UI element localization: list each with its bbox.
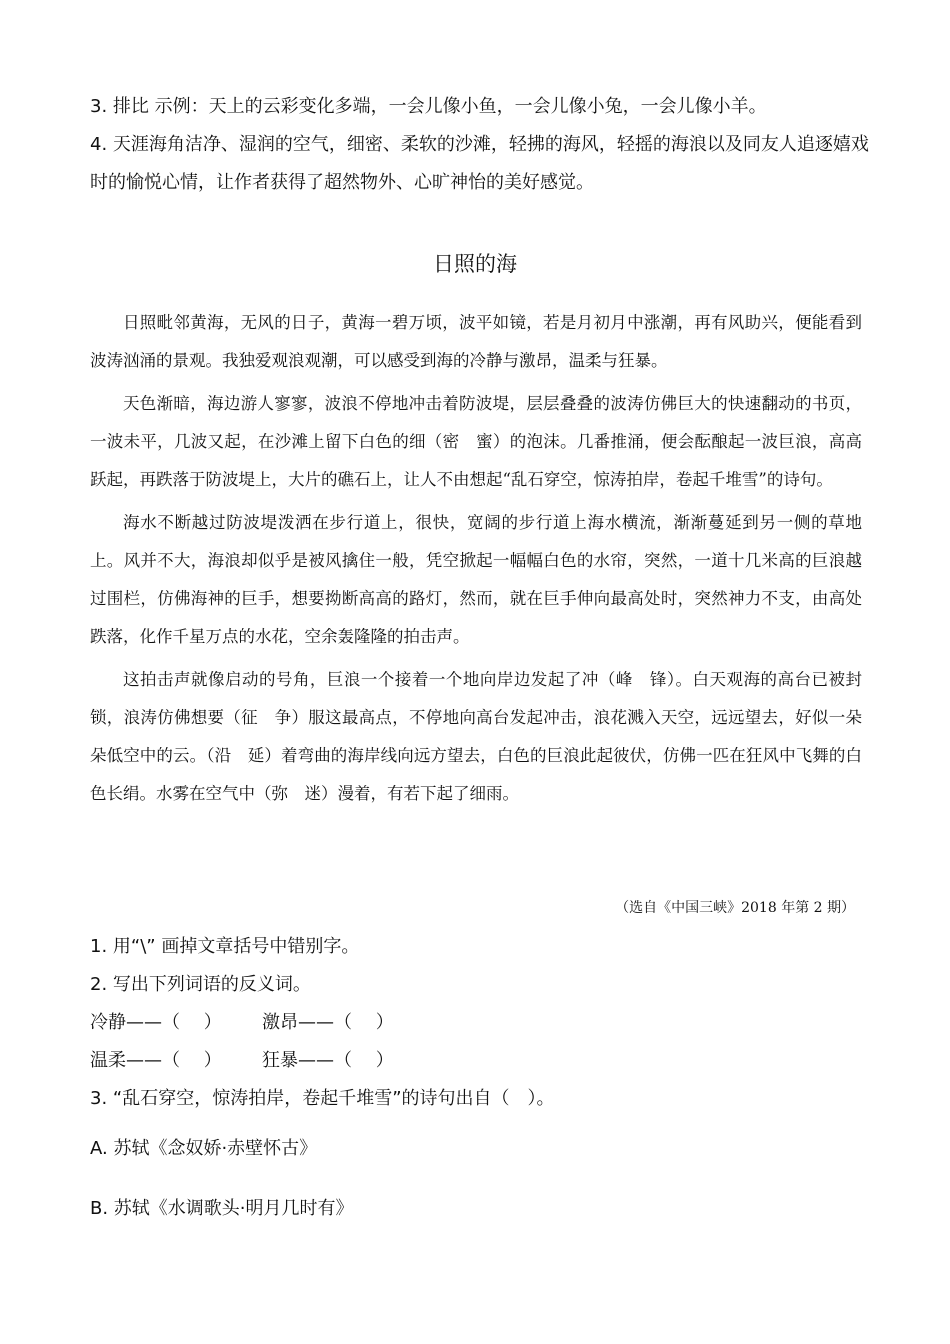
antonym-item: 激昂——（ ） <box>262 1012 394 1033</box>
antonym-item: 温柔——（ ） <box>90 1050 222 1071</box>
answer-3: 3. 排比 示例：天上的云彩变化多端，一会儿像小鱼，一会儿像小兔，一会儿像小羊。 <box>90 96 767 117</box>
question-1: 1. 用“\” 画掉文章括号中错别字。 <box>90 936 360 957</box>
option-b: B. 苏轼《水调歌头·明月几时有》 <box>90 1198 354 1219</box>
article-title: 日照的海 <box>433 252 517 276</box>
question-section <box>90 928 870 1228</box>
question-2: 2. 写出下列词语的反义词。 <box>90 974 311 995</box>
article-source: （选自《中国三峡》2018 年第 2 期） <box>615 900 855 916</box>
antonym-row-2 <box>90 1042 870 1080</box>
antonym-item: 冷静——（ ） <box>90 1012 222 1033</box>
antonym-row-1 <box>90 1004 870 1042</box>
option-a: A. 苏轼《念奴娇·赤壁怀古》 <box>90 1138 318 1159</box>
article-paragraph-4: 这拍击声就像启动的号角，巨浪一个接着一个地向岸边发起了冲（峰 锋）。白天观海的高台已被封锁，浪涛仿佛想要（征 争）服这最高点，不停地向高台发起冲击，浪花溅入天空，远远望去，好似一朵朵低空中的云。（沿 延）着弯曲的海岸线向远方望去，白色的巨浪此起彼伏，仿佛一匹在狂风中飞舞的白色长绢。水雾在空气中（弥 迷）漫着，有若下起了细雨。 <box>90 670 862 803</box>
article-body <box>90 304 862 818</box>
answer-4: 4. 天涯海角洁净、湿润的空气，细密、柔软的沙滩，轻拂的海风，轻摇的海浪以及同友人追逐嬉戏时的愉悦心情，让作者获得了超然物外、心旷神怡的美好感觉。 <box>90 134 869 193</box>
answer-section <box>90 88 870 202</box>
antonym-item: 狂暴——（ ） <box>262 1050 394 1071</box>
article-paragraph-3: 海水不断越过防波堤泼洒在步行道上，很快，宽阔的步行道上海水横流，渐渐蔓延到另一侧的草地上。风并不大，海浪却似乎是被风擒住一般，凭空掀起一幅幅白色的水帘，突然，一道十几米高的巨浪越过围栏，仿佛海神的巨手，想要拗断高高的路灯，然而，就在巨手伸向最高处时，突然神力不支，由高处跌落，化作千星万点的水花，空余轰隆隆的拍击声。 <box>90 513 862 646</box>
article-paragraph-1: 日照毗邻黄海，无风的日子，黄海一碧万顷，波平如镜，若是月初月中涨潮，再有风助兴，便能看到波涛汹涌的景观。我独爱观浪观潮，可以感受到海的冷静与激昂，温柔与狂暴。 <box>90 313 862 370</box>
article-paragraph-2: 天色渐暗，海边游人寥寥，波浪不停地冲击着防波堤，层层叠叠的波涛仿佛巨大的快速翻动的书页，一波未平，几波又起，在沙滩上留下白色的细（密 蜜）的泡沫。几番推涌，便会酝酿起一波巨浪，高高跃起，再跌落于防波堤上，大片的礁石上，让人不由想起“乱石穿空，惊涛拍岸，卷起千堆雪”的诗句。 <box>90 394 862 489</box>
question-3: 3. “乱石穿空，惊涛拍岸，卷起千堆雪”的诗句出自（ ）。 <box>90 1088 555 1109</box>
